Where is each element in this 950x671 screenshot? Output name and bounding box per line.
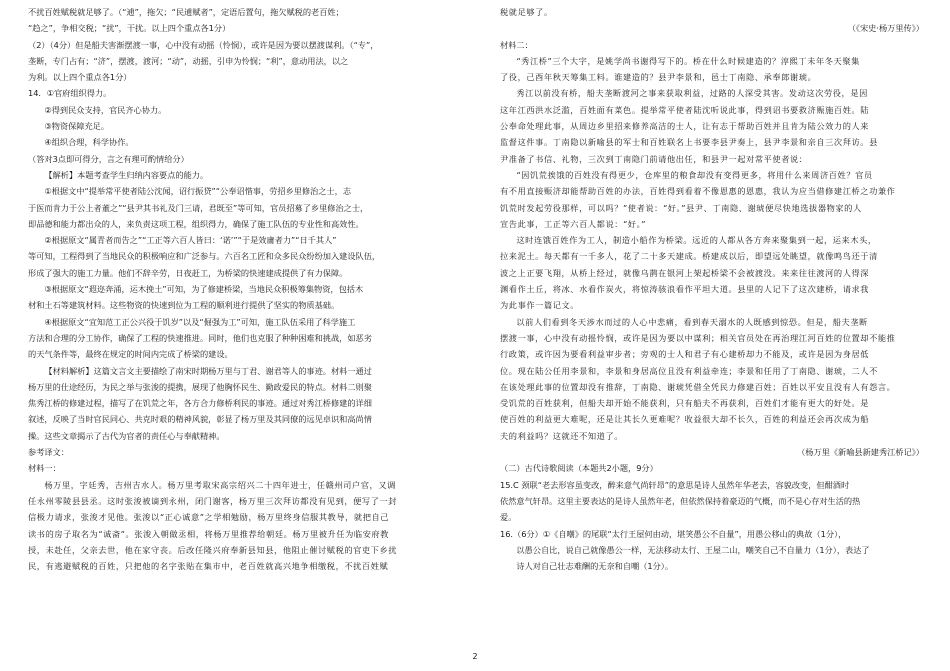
- text-line: 杨万里的仕途经历，为民之举与张浚的提携，展现了他胸怀民生、勤政爱民的特点。材料二则聚: [28, 381, 372, 392]
- text-line: （《宋史·杨万里传》）: [847, 23, 924, 34]
- right-column: [500, 4, 924, 574]
- text-line: 这年江西洪水泛滥，百姓面有菜色。提举常平使者陆沈听说此事，得到诏书要救济赈施百姓。陆: [500, 104, 870, 115]
- text-line: 宣告此事，工正等六百人都说：“好。”: [500, 218, 647, 229]
- text-line: 使百姓的利益更大难呢，还是让其长久更难呢？收益很大却不长久，百姓的利益还会再次成为船: [500, 414, 870, 425]
- text-line: 以愚公自比，说自己就像愚公一样，无法移动太行、王屋二山，嘲笑自己不自量力（1分），表达了: [516, 544, 870, 555]
- text-line: （答对3点即可得分，言之有理可酌情给分）: [28, 153, 189, 164]
- text-line: 民，有逃避赋税的百姓，只把他的名字张贴在集市中，老百姓就高兴地争相缴税，不扰百姓赋: [28, 561, 389, 572]
- text-line: 杨万里，字廷秀，吉州吉水人。杨万里考取宋高宗绍兴二十四年进士，任赣州司户官，又调: [44, 479, 396, 490]
- text-line: （二）古代诗歌阅读（本题共2小题，9分）: [500, 463, 658, 474]
- text-line: 监督这件事。丁南隐以新喻县的军士和百姓联名上书要李县尹奏上，县尹李景和亲自三次拜访。县: [500, 137, 878, 148]
- text-line: 参考译文：: [28, 447, 69, 458]
- text-line: 操。这些文章揭示了古代为官者的责任心与奉献精神。: [28, 430, 225, 441]
- text-line: 拉来泥土。每天都有一千多人，花了二十多天建成。桥建成以后，即望远处眺望，就像鸣鸟还于清: [500, 251, 878, 262]
- text-line: 16.（6分）①《自嘲》的尾联“太行王屋何由动，堪笑愚公不自量”，用愚公移山的典故（1分），: [500, 528, 847, 539]
- left-column: [28, 4, 452, 574]
- text-line: 叙述，反映了当时官民同心、共克时艰的精神风貌，彰显了杨万里及其同僚的远见卓识和高尚情: [28, 414, 372, 425]
- text-line: 15.C 颈联“老去形容虽变改，醉来意气尚轩昂”的意思是诗人虽然年华老去，容貌改变，但酣酒时: [500, 479, 850, 490]
- text-line: 夫的利益吗？这就还不知道了。: [500, 430, 624, 441]
- text-line: （杨万里《新喻县新建秀江桥记》）: [797, 447, 924, 458]
- text-line: 垄断，专门占有；“济”，摆渡，渡河；“动”，动摇，引申为怜悯；“利”，意动用法，以之: [28, 55, 349, 66]
- text-line: 材料一：: [28, 463, 61, 474]
- text-line: 以前人们看到冬天涉水而过的人心中悲痛，看到春天溺水的人既感到惊恐。但是，船夫垄断: [516, 316, 868, 327]
- text-line: 形成了强大的施工力量。他们不辞辛劳，日夜赶工，为桥梁的快速建成提供了有力保障。: [28, 267, 348, 278]
- text-line: 信极力请求，张浚才见他。张浚以“正心诚意”之学相勉励，杨万里终身信服其教导，就把自己: [28, 512, 390, 523]
- text-line: 波之上正要飞翔，从桥上经过，就像乌鹊在银河上架起桥梁不会被渡没。来来往往渡河的人得深: [500, 267, 870, 278]
- text-line: 摆渡一事，心中没有动摇怜悯，或许是因为要以中谋利；相关官员处在再治理江河百姓的位置却不能推: [500, 332, 896, 343]
- text-line: 材和土石等建筑材料。这些物资的快速到位为工程的顺利进行提供了坚实的物质基础。: [28, 300, 340, 311]
- text-line: 公奉命处理此事，从周边乡里招来修养高洁的士人，让有志于帮助百姓并且肯为陆公效力的人来: [500, 121, 870, 132]
- text-line: 为此事作一篇记文。: [500, 300, 580, 311]
- text-line: 爱。: [500, 512, 517, 523]
- text-line: 秀江以前没有桥，船夫垄断渡河之事来获取利益，过路的人深受其害。发动这次劳役，是因: [516, 88, 868, 99]
- text-line: 任永州零陵县县丞。这时张浚被谪到永州，闭门谢客，杨万里三次拜访都没有见到，便写了一封: [28, 495, 398, 506]
- text-line: （2）（4分）但是船夫害渐摆渡一事，心中没有动摇（怜悯），或许是因为要以摆渡谋利。（“专”，: [28, 39, 379, 50]
- text-line: 于医而肯力于公上者董之”“县尹其书礼及门三请，君既至”等可知，官员招募了乡里修治之士，: [28, 202, 369, 213]
- text-line: 的天气条件等，最终在规定的时间内完成了桥梁的建设。: [28, 349, 233, 360]
- text-line: “因饥荒挨饿的百姓没有得更少，仓库里的粮食却没有变得更多，将用什么来周济百姓？官员: [516, 169, 873, 180]
- text-line: 行政策，或许因为要看利益审步者；旁观的士人和君子有心建桥却力不能及，或许是因为身居低: [500, 349, 870, 360]
- text-line: 诗人对自己壮志难酬的无奈和自嘲（1分）。: [516, 561, 674, 572]
- text-line: ③物资保障充足。: [44, 121, 110, 132]
- text-line: 了役，己酉年秋天筹集工料。谁建造的？县尹李景和，邑士丁南隐、承奉郎谢琥。: [500, 72, 817, 83]
- text-line: ②根据原文“属青者而告之”“工正等六百人皆曰：‘诺’”“于是效庸者力”“日千其人”: [44, 235, 337, 246]
- text-line: “趋之”，争相交税；“扰”，干扰。以上四个重点各1分）: [28, 23, 231, 34]
- text-line: 授，未赴任，父亲去世，他在家守丧。后改任隆兴府奉新县知县，他阻止催讨赋税的官吏下乡扰: [28, 544, 398, 555]
- text-line: ②得到民众支持，官民齐心协力。: [44, 104, 167, 115]
- page-number: 2: [472, 652, 478, 661]
- text-line: ④根据原文“宜知范工正公兴役于饥岁”以及“倔强为工”可知，施工队伍采用了科学施工: [44, 316, 356, 327]
- text-line: 在该处理此事的位置却没有推辞，丁南隐、谢琥凭借全凭民力修建百姓；百姓以平安且没有人有怨言。: [500, 381, 896, 392]
- text-line: 【材料解析】这篇文言文主要描绘了南宋时期杨万里与丁君、谢君等人的事迹。材料一通过: [44, 365, 372, 376]
- text-line: ④组织合理，科学协作。: [44, 137, 134, 148]
- text-line: 税就足够了。: [500, 7, 553, 17]
- text-line: 有不用直接赈济却能帮助百姓的办法，百姓得到看着不像恩惠的恩惠，我认为应当借修建江桥之功兼作: [500, 186, 896, 197]
- text-line: 这时连饿百姓作为工人，制造小船作为桥梁。远近的人都从各方奔来聚集到一起，运来木头，: [516, 235, 877, 246]
- text-line: 不扰百姓赋税就足够了。（“逋”，拖欠；“民逋赋者”，定语后置句，拖欠赋税的老百姓；: [28, 7, 344, 17]
- text-line: 【解析】本题考查学生归纳内容要点的能力。: [44, 169, 209, 180]
- text-line: 受饥荒的百姓获利，但船夫却开始不能获利，只有船夫不再获利，百姓们才能有更大的好处。是: [500, 398, 870, 409]
- text-line: ①根据文中“提举常平使者陆公沈闻，诏行振贷”“公奉诏惜事，劳招乡里修治之士，志: [44, 186, 352, 197]
- text-line: 材料二：: [500, 39, 533, 50]
- text-line: 为利。以上四个重点各1分）: [28, 72, 132, 83]
- text-line: 尹准备了书信、礼物，三次到丁南隐门前请他出任，和县尹一起对常平使者说：: [500, 153, 808, 164]
- text-line: 依然意气轩昂。这里主要表达的是诗人虽然年老，但依然保持着豪迈的气概，而不是心存对生活的热: [500, 495, 861, 506]
- text-line: 14．①官府组织得力。: [28, 88, 112, 99]
- text-line: 读书的房子取名为“诚斋”。张浚入朝做丞相，将杨万里推荐给朝廷。杨万里被升任为临安府教: [28, 528, 390, 539]
- text-line: 饥荒时发起劳役那样，可以吗？”使者说：“好。”县尹、丁南隐、谢琥便尽快地选拔器物家的人: [500, 202, 862, 213]
- text-line: 方法和合理的分工协作，确保了工程的快速推进。同时，他们也克服了种种困难和挑战，如恶劣: [28, 332, 372, 343]
- text-line: 焦秀江桥的修建过程，描写了在饥荒之年，各方合力修桥利民的事迹。通过对秀江桥修建的详细: [28, 398, 372, 409]
- text-line: 位。现在陆公任用李景和，李景和身居高位且没有利益牵连；李景和任用了丁南隐、谢琥，二人不: [500, 365, 878, 376]
- text-line: 渊看作土丘，将冰、水看作炭火，将惊涛骇浪看作平坦大道。县里的人记下了这次建桥，请求我: [500, 284, 870, 295]
- text-line: 等可知，工程得到了当地民众的积极响应和广泛参与。六百名工匠和众多民众纷纷加入建设队伍，: [28, 251, 381, 262]
- text-line: 即品德和能力都出众的人，来负责这项工程，组织得力，确保了施工队伍的专业性和高效性。: [28, 218, 364, 229]
- text-line: “秀江桥”三个大字，是姚学尚书谢得写下的。桥在什么时候建造的？淳熙丁未年冬天聚集: [516, 55, 860, 66]
- text-line: ③根据原文“遐迩奔涌，运木挽土”可知，为了修建桥梁，当地民众积极筹集物资，包括木: [44, 284, 364, 295]
